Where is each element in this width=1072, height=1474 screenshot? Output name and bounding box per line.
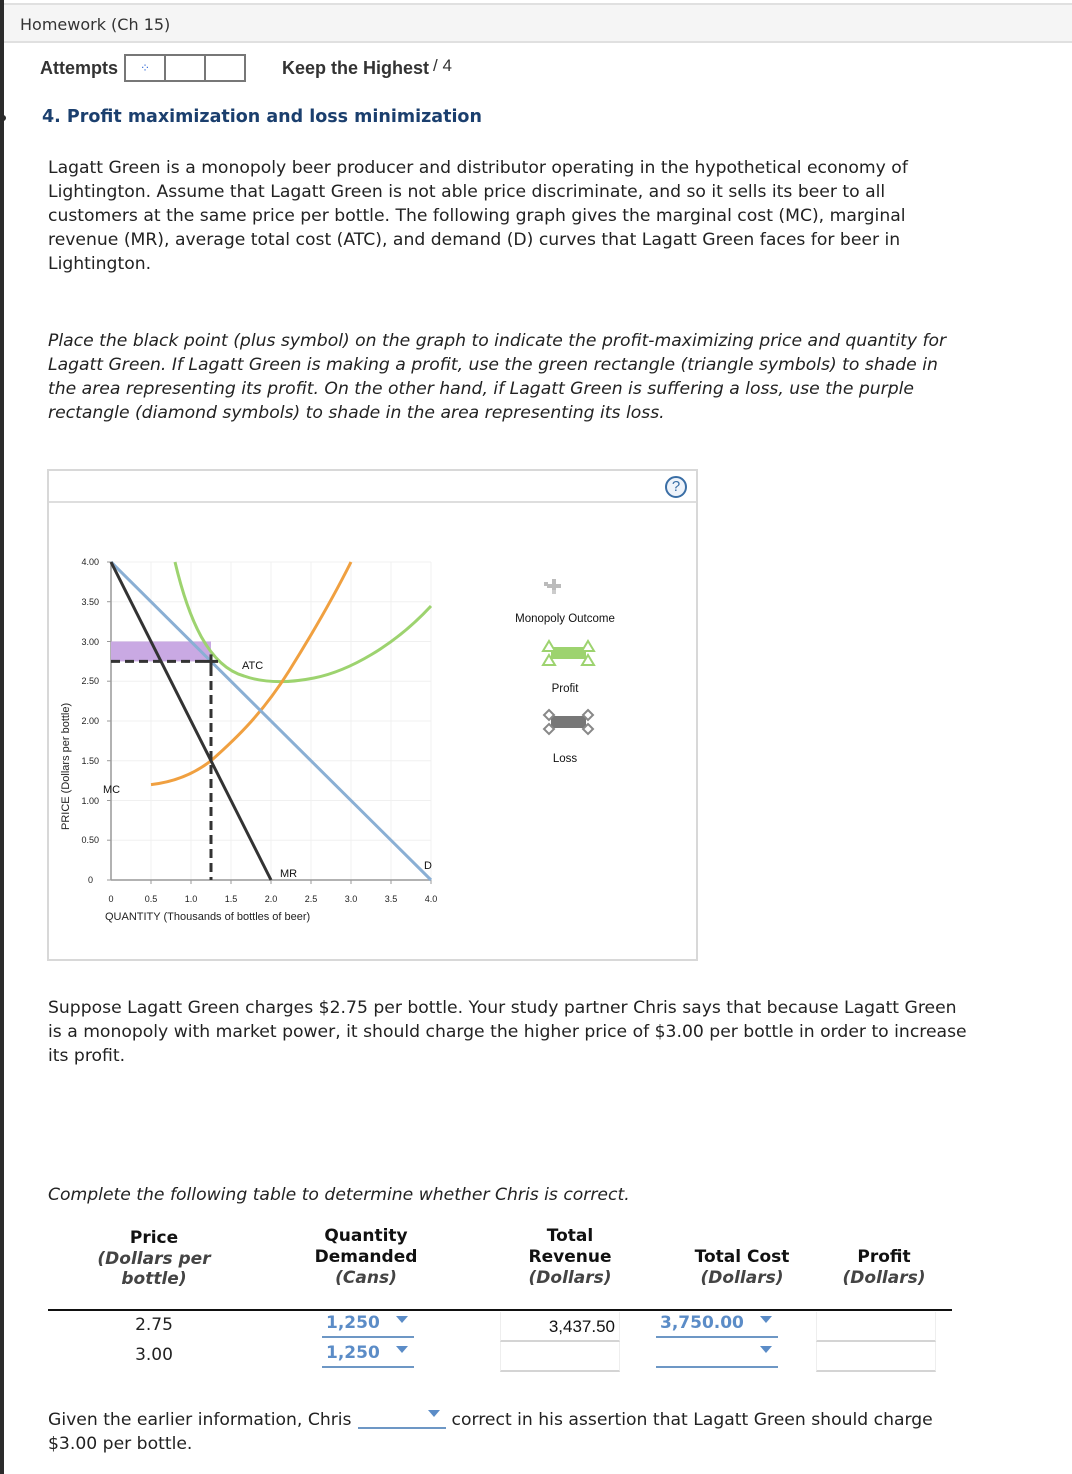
attempt-box-2 <box>164 54 206 82</box>
total-revenue-input[interactable] <box>500 1342 620 1372</box>
svg-text:4.00: 4.00 <box>81 557 99 567</box>
chevron-down-icon <box>760 1316 772 1323</box>
monopoly-outcome-label: Monopoly Outcome <box>515 613 615 625</box>
mr-label: MR <box>280 868 298 880</box>
chevron-down-icon <box>760 1346 772 1353</box>
table-prompt: Complete the following table to determine whether Chris is correct. <box>48 1185 630 1205</box>
help-icon[interactable]: ? <box>665 476 687 498</box>
svg-text:0: 0 <box>108 894 114 904</box>
graph-instructions: Place the black point (plus symbol) on the graph to indicate the profit-maximizing price and quantity for Lagatt Green. If Lagatt Green is making a profit, use the green rectangle (triangle symbols) to shade in the area representing its profit. On the other hand, if Lagatt Green is suffering a loss, use the purple rectangle (diamond symbols) to shade in the area representing its loss. <box>48 331 947 423</box>
svg-text:1.00: 1.00 <box>81 796 99 806</box>
header-price: Price (Dollars per bottle) <box>97 1228 211 1289</box>
header-total-cost: Total Cost (Dollars) <box>694 1247 790 1288</box>
assignment-title: Homework (Ch 15) <box>20 15 171 34</box>
svg-text:0.50: 0.50 <box>81 835 99 845</box>
attempts-row <box>40 54 452 82</box>
x-axis-label: QUANTITY (Thousands of bottles of beer) <box>105 911 311 923</box>
y-axis-label: PRICE (Dollars per bottle) <box>60 702 72 830</box>
svg-text:2.5: 2.5 <box>304 894 318 904</box>
mc-curve <box>151 562 351 785</box>
svg-text:1.0: 1.0 <box>184 894 198 904</box>
chart-plot[interactable] <box>49 471 696 959</box>
rail-marker <box>0 115 6 121</box>
atc-label: ATC <box>242 660 264 672</box>
svg-text:2.50: 2.50 <box>81 676 99 686</box>
header-total-revenue: Total Revenue (Dollars) <box>528 1226 612 1288</box>
svg-text:4.0: 4.0 <box>424 894 438 904</box>
profit-input[interactable] <box>816 1312 936 1342</box>
conclusion-after: correct in his assertion that Lagatt Green should charge $3.00 per bottle. <box>48 1410 933 1454</box>
attempt-box-1 <box>124 54 166 82</box>
svg-text:2.00: 2.00 <box>81 716 99 726</box>
svg-text:1.5: 1.5 <box>224 894 238 904</box>
table-row <box>48 1312 952 1342</box>
total-cost-dropdown[interactable]: 3,750.00 <box>656 1312 778 1338</box>
grading-policy: Keep the Highest <box>282 57 430 78</box>
header-quantity: Quantity Demanded (Cans) <box>314 1226 418 1288</box>
axes <box>107 562 431 884</box>
profit-table-header <box>48 1226 952 1289</box>
price-cell: 3.00 <box>135 1345 173 1365</box>
table-row <box>48 1342 952 1372</box>
quantity-dropdown[interactable]: 1,250 <box>322 1312 414 1338</box>
graph-tool[interactable] <box>47 469 698 961</box>
monopoly-outcome-tool-icon[interactable] <box>544 579 561 594</box>
current-attempt-icon: ⁘ <box>139 61 151 75</box>
total-cost-dropdown[interactable] <box>656 1342 778 1368</box>
svg-text:3.50: 3.50 <box>81 597 99 607</box>
svg-text:0: 0 <box>87 875 93 885</box>
curve-labels <box>103 660 432 880</box>
svg-text:2.0: 2.0 <box>264 894 278 904</box>
conclusion-before: Given the earlier information, Chris <box>48 1410 352 1430</box>
loss-label: Loss <box>552 753 578 765</box>
y-tick-labels <box>81 557 99 885</box>
left-rail <box>0 0 4 1474</box>
profit-input[interactable] <box>816 1342 936 1372</box>
question-title: 4. Profit maximization and loss minimization <box>42 107 482 127</box>
assignment-header <box>4 3 1072 43</box>
profit-tool-icon[interactable] <box>543 641 594 665</box>
svg-text:3.00: 3.00 <box>81 637 99 647</box>
conclusion-sentence <box>48 1407 948 1456</box>
chris-correct-dropdown[interactable] <box>358 1407 446 1429</box>
price-cell: 2.75 <box>135 1315 173 1335</box>
chevron-down-icon <box>396 1316 408 1323</box>
svg-text:3.0: 3.0 <box>344 894 358 904</box>
total-revenue-input[interactable]: 3,437.50 <box>500 1312 620 1342</box>
table-header-rule <box>48 1309 952 1311</box>
attempt-box-3 <box>204 54 246 82</box>
svg-text:0.5: 0.5 <box>144 894 158 904</box>
chevron-down-icon <box>396 1346 408 1353</box>
svg-text:1.50: 1.50 <box>81 756 99 766</box>
quantity-dropdown[interactable]: 1,250 <box>322 1342 414 1368</box>
attempts-label: Attempts <box>40 57 119 78</box>
chevron-down-icon <box>428 1410 440 1417</box>
mc-label: MC <box>103 784 121 796</box>
header-profit: Profit (Dollars) <box>842 1247 926 1288</box>
scenario-text: Suppose Lagatt Green charges $2.75 per bottle. Your study partner Chris says that because Lagatt Green is a monopoly with market power, it should charge the higher price of $3.00 per bottle in order to increase its profit. <box>48 998 967 1066</box>
loss-tool-icon[interactable] <box>544 710 593 734</box>
profit-label: Profit <box>551 683 579 695</box>
points-possible: / 4 <box>433 56 452 75</box>
question-intro: Lagatt Green is a monopoly beer producer and distributor operating in the hypothetical economy of Lightington. Assume that Lagatt Green is not able price discriminate, and so it sells its beer to all customers at the same price per bottle. The following graph gives the marginal cost (MC), marginal revenue (MR), average total cost (ATC), and demand (D) curves that Lagatt Green faces for beer in Lightington. <box>48 158 908 274</box>
demand-label: D <box>424 860 432 872</box>
x-tick-labels <box>108 894 437 904</box>
svg-text:3.5: 3.5 <box>384 894 398 904</box>
